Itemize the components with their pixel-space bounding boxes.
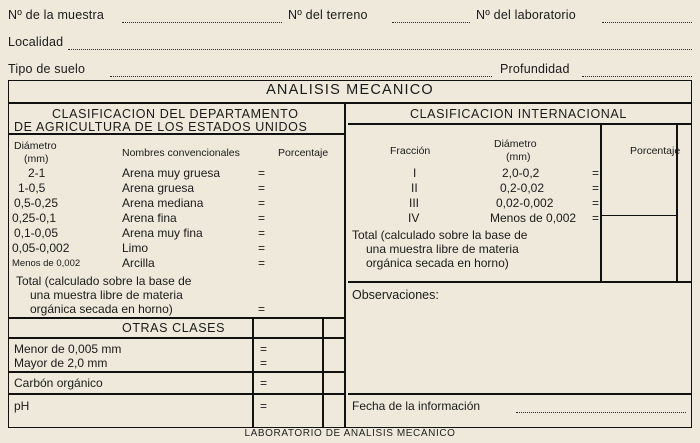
right-row-fraction: II (411, 181, 418, 195)
input-numero-terreno[interactable] (392, 22, 470, 23)
input-profundidad[interactable] (582, 76, 692, 77)
otras-clases-eq: = (260, 342, 268, 356)
label-localidad: Localidad (8, 35, 64, 49)
otras-clases-eq: = (260, 399, 268, 413)
otras-clases-eq: = (260, 356, 268, 370)
right-col-diameter-unit: (mm) (506, 151, 531, 163)
footer-caption: LABORATORIO DE ANÁLISIS MECÁNICO (244, 428, 456, 439)
label-numero-terreno: Nº del terreno (288, 8, 368, 22)
row-diameter: 0,05-0,002 (12, 241, 70, 255)
row-diameter: 2-1 (28, 166, 46, 180)
rule-right-percent (600, 123, 602, 281)
input-tipo-suelo[interactable] (110, 76, 492, 77)
right-row-fraction: IV (408, 211, 420, 225)
left-section-title-line1: CLASIFICACION DEL DEPARTAMENTO (52, 107, 299, 121)
right-row-eq: = (592, 166, 600, 180)
rule-above-otras-clases (8, 317, 344, 319)
rule-right-percent-divider (600, 215, 676, 216)
label-numero-muestra: Nº de la muestra (8, 8, 104, 22)
rule-right-section-head (348, 123, 692, 125)
row-diameter: Menos de 0,002 (12, 258, 81, 269)
row-eq: = (258, 226, 266, 240)
rule-otras-clases-percent (322, 317, 324, 428)
right-total-line3: orgánica secada en horno) (366, 256, 509, 270)
left-col-diameter-unit: (mm) (24, 153, 49, 165)
right-section-title: CLASIFICACION INTERNACIONAL (410, 107, 627, 121)
input-numero-laboratorio[interactable] (602, 22, 692, 23)
row-eq: = (258, 241, 266, 255)
input-numero-muestra[interactable] (122, 22, 282, 23)
row-diameter: 0,25-0,1 (12, 211, 57, 225)
row-name: Arena fina (122, 211, 177, 225)
right-col-diameter: Diámetro (494, 138, 537, 150)
otras-clases-label: pH (14, 399, 30, 413)
left-total-eq: = (258, 302, 266, 316)
otras-clases-eq: = (260, 376, 268, 390)
row-name: Limo (122, 241, 149, 255)
label-numero-laboratorio: Nº del laboratorio (476, 8, 576, 22)
otras-clases-label: Menor de 0,005 mm (14, 342, 122, 356)
right-row-diameter: 2,0-0,2 (502, 166, 540, 180)
row-name: Arena muy fina (122, 226, 203, 240)
rule-center-vertical (344, 102, 346, 428)
rule-under-otras-clases (8, 337, 344, 339)
observaciones-input[interactable] (352, 306, 684, 388)
right-row-eq: = (592, 181, 600, 195)
row-name: Arena gruesa (122, 181, 195, 195)
right-row-diameter: 0,2-0,02 (500, 181, 545, 195)
fecha-label: Fecha de la información (352, 399, 481, 413)
rule-under-title (8, 102, 692, 104)
right-total-line2: una muestra libre de materia (366, 242, 519, 256)
label-tipo-suelo: Tipo de suelo (8, 62, 86, 76)
label-profundidad: Profundidad (500, 62, 570, 76)
row-name: Arcilla (122, 256, 155, 270)
rule-observaciones (348, 281, 692, 283)
left-total-line3: orgánica secada en horno) (30, 302, 173, 316)
rule-ph (8, 393, 344, 395)
otras-clases-title: OTRAS CLASES (122, 321, 226, 335)
row-diameter: 0,5-0,25 (14, 196, 59, 210)
observaciones-label: Observaciones: (352, 288, 439, 302)
otras-clases-label: Mayor de 2,0 mm (14, 356, 108, 370)
left-col-names: Nombres convencionales (122, 147, 240, 159)
right-col-fraction: Fracción (390, 145, 431, 157)
right-row-fraction: I (413, 166, 417, 180)
row-eq: = (258, 256, 266, 270)
input-localidad[interactable] (68, 49, 692, 50)
right-col-percent: Porcentaje (630, 145, 681, 157)
right-row-diameter: Menos de 0,002 (490, 211, 577, 225)
row-diameter: 0,1-0,05 (14, 226, 59, 240)
row-name: Arena muy gruesa (122, 166, 221, 180)
left-total-line1: Total (calculado sobre la base de (16, 274, 192, 288)
right-row-eq: = (592, 211, 600, 225)
main-title: ANALISIS MECANICO (266, 82, 434, 98)
row-diameter: 1-0,5 (18, 181, 46, 195)
row-name: Arena mediana (122, 196, 204, 210)
row-eq: = (258, 166, 266, 180)
row-eq: = (258, 181, 266, 195)
right-row-eq: = (592, 196, 600, 210)
row-eq: = (258, 196, 266, 210)
rule-fecha (348, 393, 692, 395)
right-row-fraction: III (409, 196, 420, 210)
left-col-diameter: Diámetro (14, 140, 57, 152)
right-total-line1: Total (calculado sobre la base de (352, 228, 528, 242)
otras-clases-label: Carbón orgánico (14, 376, 103, 390)
rule-carbon (8, 371, 344, 373)
fecha-input[interactable] (516, 412, 686, 413)
left-col-percent: Porcentaje (278, 147, 329, 159)
left-section-title-line2: DE AGRICULTURA DE LOS ESTADOS UNIDOS (14, 120, 308, 134)
left-total-line2: una muestra libre de materia (30, 288, 183, 302)
row-eq: = (258, 211, 266, 225)
rule-otras-clases-eq (252, 317, 254, 428)
right-row-diameter: 0,02-0,002 (496, 196, 554, 210)
